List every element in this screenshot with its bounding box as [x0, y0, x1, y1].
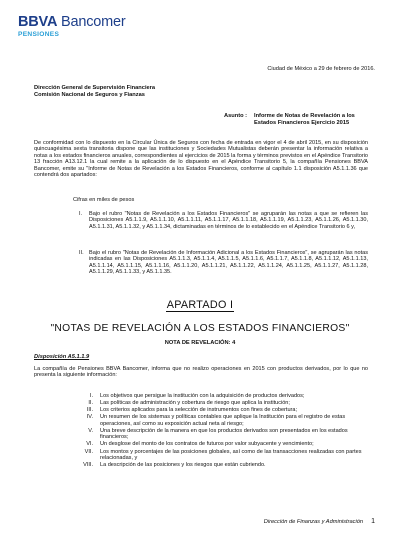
- footer-department: Dirección de Finanzas y Administración: [263, 519, 364, 525]
- list-item-number: II.: [88, 400, 93, 407]
- list-item-text: Un resumen de los sistemas y políticas contables que aplique la Institución para el registro de estas operaciones, así como su exposición actual neta al riesgo;: [100, 414, 346, 427]
- section-title: "NOTAS DE REVELACIÓN A LOS ESTADOS FINANCIEROS": [50, 323, 350, 334]
- list-item-number: II.: [79, 250, 84, 256]
- apartado-list-item: [79, 250, 368, 276]
- list-item-text: Los objetivos que persigue la institución con la adquisición de productos derivados;: [100, 393, 305, 399]
- list-item: [76, 441, 366, 448]
- recipient-line-2: Comisión Nacional de Seguros y Fianzas: [34, 92, 145, 99]
- list-item: [76, 407, 366, 414]
- list-item-number: III.: [86, 407, 93, 414]
- list-item-number: VIII.: [83, 462, 93, 469]
- logo-brand-bold: BBVA: [18, 14, 58, 30]
- note-number: NOTA DE REVELACIÓN: 4: [164, 340, 236, 346]
- disposicion-items-list: [76, 393, 366, 469]
- list-item-text: Bajo el rubro "Notas de Revelación de Información Adicional a los Estados Financieros", se agruparán las notas indicadas en las Disposiciones A5.1.1.3, A5.1.1.4, A5.1.1.5, A5.1.1.6, A5.1.1.7, A5.1.1.8, A5.1.1.12, A5.1.1.13, A5.1.1.14, A5.1.1.15, A5.1.1.16, A5.1.1.20, A5.1.1.21, A5.1.1.22, A5.1.1.24, A5.1.1.25, A5.1.1.27, A5.1.1.28, A5.1.1.29, A5.1.1.33, y A5.1.1.35.: [89, 250, 368, 276]
- list-item-number: VI.: [86, 441, 93, 448]
- subject-line-1: Informe de Notas de Revelación a los: [254, 113, 355, 119]
- list-item-text: Una breve descripción de la manera en que los productos derivados son presentados en los estados financieros;: [100, 427, 348, 441]
- list-item-number: I.: [79, 211, 83, 217]
- list-item: [76, 414, 366, 427]
- apartado-title: APARTADO I: [166, 299, 234, 311]
- recipient-line-1: Dirección General de Supervisión Financiera: [34, 85, 156, 91]
- list-item: [76, 400, 366, 407]
- list-item-text: Un desglose del monto de los contratos de futuros por valor subyacente y vencimiento;: [100, 441, 314, 448]
- list-item: [76, 428, 366, 441]
- page-footer: [264, 518, 375, 525]
- apartado-list-item: [79, 211, 368, 230]
- logo-brand: [18, 14, 126, 30]
- logo-brand-regular: Bancomer: [57, 14, 126, 30]
- list-item-text: Los montos y porcentajes de las posiciones globales, así como de las transacciones realizadas con partes relacionadas, y: [100, 448, 362, 462]
- list-item-text: Bajo el rubro "Notas de Revelación a los Estados Financieros" se agruparán las notas a que se refieren las Disposiciones A5.1.1.9, A5.1.1.10, A5.1.1.11, A5.1.1.17, A5.1.1.18, A5.1.1.19, A5.1.1.23, A5.1.1.26, A5.1.1.30, A5.1.1.31, A5.1.1.32, y A5.1.1.34, dictaminadas en términos de lo establecido en el Apéndice Transitorio 6 y,: [89, 211, 368, 230]
- recipient-block: [34, 85, 155, 99]
- list-item-number: I.: [89, 393, 93, 399]
- subject-block: [224, 113, 355, 127]
- logo-subtitle: PENSIONES: [18, 31, 60, 38]
- list-item-number: V.: [88, 427, 93, 434]
- disposicion-heading: Disposición A5.1.1.9: [34, 354, 90, 360]
- subject-line-2: Estados Financieros Ejercicio 2015: [254, 120, 350, 127]
- disposicion-paragraph: La compañía de Pensiones BBVA Bancomer, informa que no realizo operaciones en 2015 con productos derivados, por lo que no presenta la siguiente información:: [34, 366, 368, 379]
- cifras-note: Cifras en miles de pesos: [73, 197, 135, 203]
- list-item-text: Las políticas de administración y cobertura de riesgo que aplica la institución;: [100, 400, 290, 407]
- bbva-bancomer-logo: [18, 14, 126, 38]
- list-item-text: Los criterios aplicados para la selección de instrumentos con fines de cobertura;: [100, 407, 298, 414]
- list-item-text: La descripción de las posiciones y los riesgos que están cubriendo.: [100, 462, 266, 469]
- list-item-number: IV.: [86, 414, 93, 421]
- list-item: [76, 393, 366, 400]
- list-item-number: VII.: [84, 448, 93, 455]
- section-heading: [0, 299, 400, 311]
- page-number: 1: [371, 518, 375, 525]
- list-item: [76, 449, 366, 462]
- intro-paragraph: De conformidad con lo dispuesto en la Circular Única de Seguros con fecha de entrada en vigor el 4 de abril 2015, en su disposición quincuagésima sexta transitoria dispone que las instituciones y Sociedades Mutualistas deberán presentar la información relativa a notas a los estados financieros anuales, correspondientes al ejercicios de 2015 la forma y términos previstos en el Apéndice Transitorio 13 fracción A13.12.1 la cual remite a la aplicación de lo dispuesto en el Apéndice Transitorio 5, la compañía Pensiones BBVA Bancomer, emite su "Informe de Notas de Revelación a los Estados Financieros, conforme al capítulo 1.1 disposición A5.1.1.36 que contendrá dos apartados:: [34, 140, 368, 179]
- list-item: [76, 462, 366, 469]
- document-date: Ciudad de México a 29 de febrero de 2016.: [267, 66, 375, 72]
- subject-label: Asunto :: [224, 113, 248, 119]
